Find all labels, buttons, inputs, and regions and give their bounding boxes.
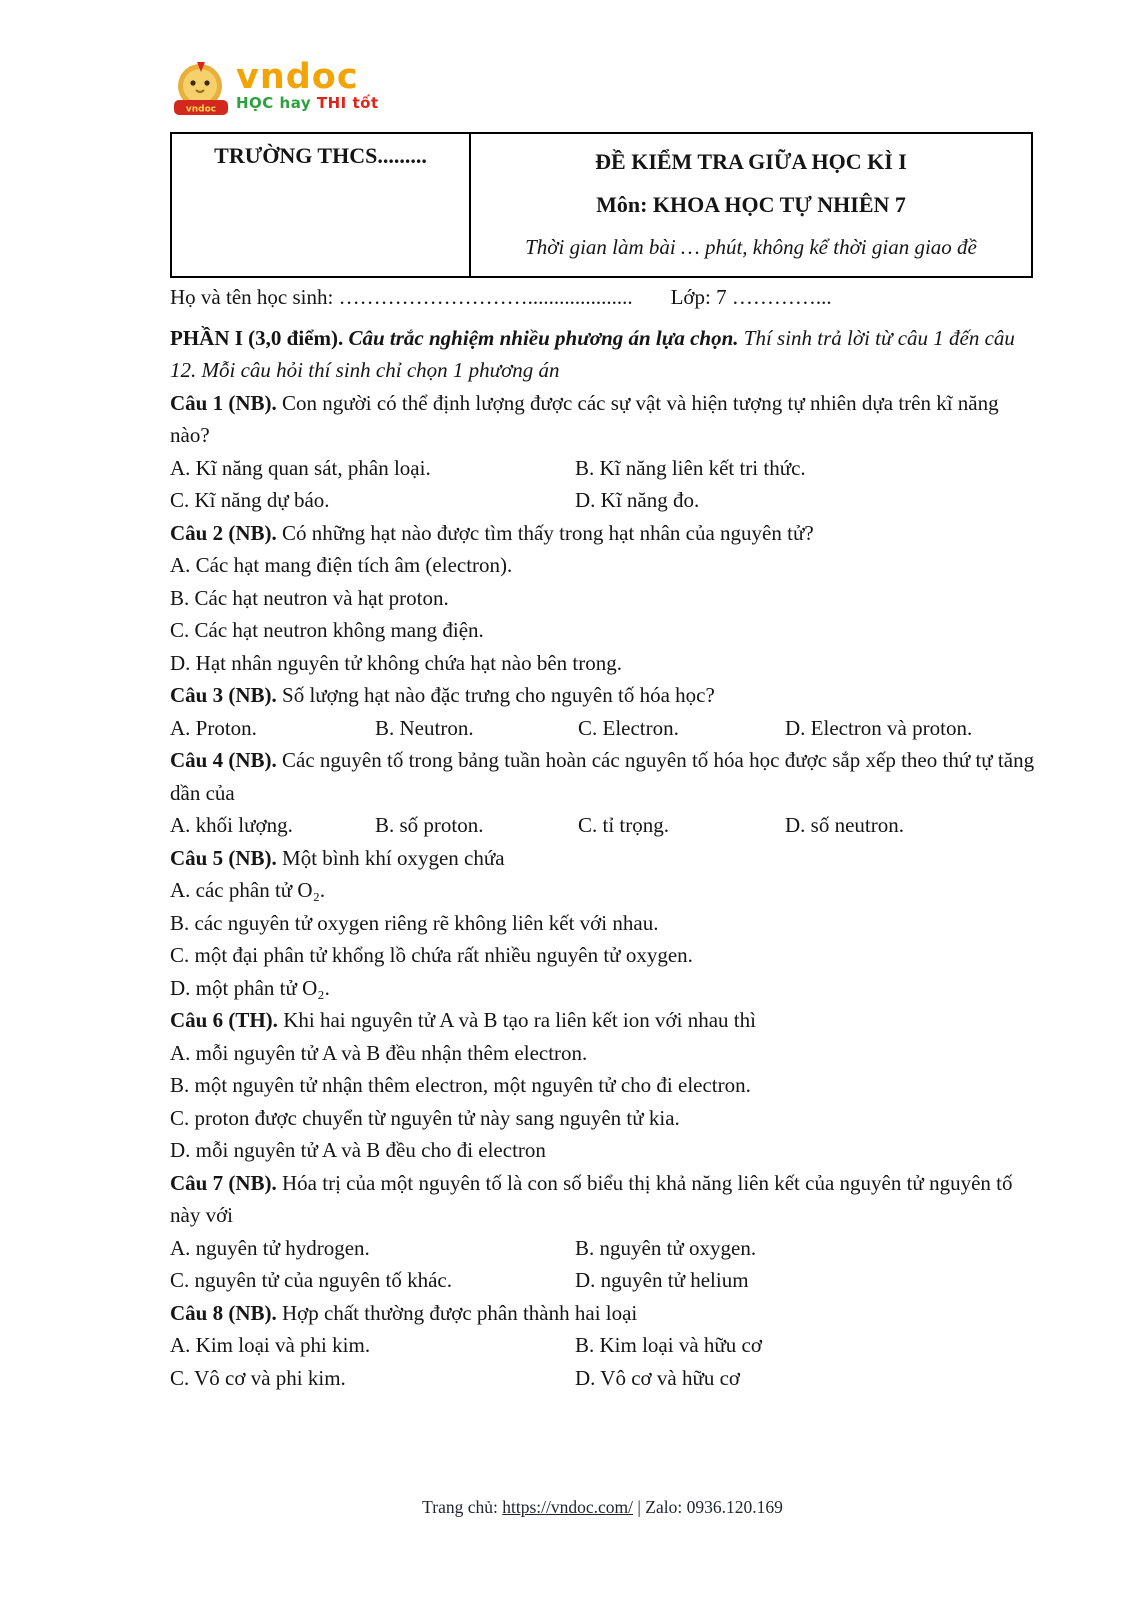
question-label: Câu 6 (TH). xyxy=(170,1008,278,1032)
question-text: Hợp chất thường được phân thành hai loại xyxy=(282,1300,638,1325)
question-3-options xyxy=(170,712,1035,745)
vndoc-wordmark: vndoc xyxy=(236,57,359,97)
student-name-dots: ……………………….................... xyxy=(338,285,633,309)
option-b: B. các nguyên tử oxygen riêng rẽ không liên kết với nhau. xyxy=(170,910,659,935)
question-7 xyxy=(170,1167,1035,1297)
part1-label: PHẦN I (3,0 điểm). xyxy=(170,325,344,350)
page-content xyxy=(170,57,1035,1394)
question-text: Các nguyên tố trong bảng tuần hoàn các nguyên tố hóa học được sắp xếp theo thứ tự tăng dần của xyxy=(170,748,1035,805)
footer-home-link[interactable]: https://vndoc.com/ xyxy=(502,1497,633,1517)
question-text: Số lượng hạt nào đặc trưng cho nguyên tố hóa học? xyxy=(282,683,715,707)
exam-title: ĐỀ KIỂM TRA GIỮA HỌC KÌ I xyxy=(595,149,907,174)
option-b: B. Neutron. xyxy=(375,715,474,740)
option-c: C. tỉ trọng. xyxy=(578,813,670,837)
option-c: C. Kĩ năng dự báo. xyxy=(170,488,330,512)
option-d: D. Hạt nhân nguyên tử không chứa hạt nào bên trong. xyxy=(170,650,622,675)
question-label: Câu 2 (NB). xyxy=(170,520,277,545)
option-d: D. một phân tử O₂. xyxy=(170,975,330,1000)
question-3 xyxy=(170,679,1035,744)
option-d: D. Kĩ năng đo. xyxy=(575,488,700,512)
question-6-options xyxy=(170,1037,1035,1167)
option-b: B. số proton. xyxy=(375,813,484,837)
question-label: Câu 7 (NB). xyxy=(170,1170,277,1195)
question-text: Con người có thể định lượng được các sự vật và hiện tượng tự nhiên dựa trên kĩ năng nào? xyxy=(170,390,999,447)
exam-subject: Môn: KHOA HỌC TỰ NHIÊN 7 xyxy=(596,192,906,217)
option-c: C. nguyên tử của nguyên tố khác. xyxy=(170,1268,452,1292)
option-a: A. khối lượng. xyxy=(170,813,293,837)
exam-time-note: Thời gian làm bài … phút, không kể thời gian giao đề xyxy=(525,235,977,259)
footer-separator: | xyxy=(637,1497,641,1517)
option-c: C. Vô cơ và phi kim. xyxy=(170,1365,346,1390)
question-text: Có những hạt nào được tìm thấy trong hạt nhân của nguyên tử? xyxy=(282,520,814,545)
option-c: C. một đại phân tử khổng lồ chứa rất nhiều nguyên tử oxygen. xyxy=(170,943,693,967)
option-a: A. các phân tử O₂. xyxy=(170,878,326,902)
option-c: C. proton được chuyển từ nguyên tử này sang nguyên tử kia. xyxy=(170,1105,680,1130)
option-a: A. Kĩ năng quan sát, phân loại. xyxy=(170,455,431,480)
question-2 xyxy=(170,517,1035,680)
option-d: D. số neutron. xyxy=(785,813,904,837)
student-info-line xyxy=(170,281,1035,314)
class-dots: …………... xyxy=(731,285,832,309)
question-5 xyxy=(170,842,1035,1005)
option-a: A. nguyên tử hydrogen. xyxy=(170,1235,370,1260)
tagline-red: THI tốt xyxy=(316,94,379,112)
option-b: B. Kim loại và hữu cơ xyxy=(575,1333,762,1357)
question-4-options xyxy=(170,809,1035,842)
question-7-options xyxy=(170,1232,1035,1297)
option-b: B. Kĩ năng liên kết tri thức. xyxy=(575,455,806,480)
part1-heading xyxy=(170,322,1035,387)
exam-info-cell xyxy=(471,134,1031,276)
option-a: A. Proton. xyxy=(170,715,257,740)
question-4 xyxy=(170,744,1035,842)
question-1-options xyxy=(170,452,1035,517)
question-2-options xyxy=(170,549,1035,679)
option-c: C. Electron. xyxy=(578,715,679,740)
option-b: B. một nguyên tử nhận thêm electron, một nguyên tử cho đi electron. xyxy=(170,1073,751,1097)
option-c: C. Các hạt neutron không mang điện. xyxy=(170,618,484,642)
question-label: Câu 5 (NB). xyxy=(170,845,277,870)
vndoc-mascot-icon xyxy=(170,60,232,120)
student-name-label: Họ và tên học sinh: xyxy=(170,285,334,309)
question-8 xyxy=(170,1297,1035,1395)
option-d: D. Electron và proton. xyxy=(785,715,973,740)
logo-tagline xyxy=(236,94,379,112)
question-label: Câu 8 (NB). xyxy=(170,1300,277,1325)
option-d: D. Vô cơ và hữu cơ xyxy=(575,1365,741,1390)
option-b: B. Các hạt neutron và hạt proton. xyxy=(170,585,449,610)
footer-zalo: Zalo: 0936.120.169 xyxy=(645,1497,783,1517)
question-text: Hóa trị của một nguyên tố là con số biểu thị khả năng liên kết của nguyên tử nguyên tố này với xyxy=(170,1170,1013,1227)
question-6 xyxy=(170,1004,1035,1167)
option-a: A. mỗi nguyên tử A và B đều nhận thêm electron. xyxy=(170,1040,588,1065)
question-label: Câu 1 (NB). xyxy=(170,390,277,415)
option-a: A. Kim loại và phi kim. xyxy=(170,1333,371,1357)
exam-header-table xyxy=(170,132,1033,278)
option-b: B. nguyên tử oxygen. xyxy=(575,1235,757,1260)
option-d: D. mỗi nguyên tử A và B đều cho đi electron xyxy=(170,1138,546,1162)
option-a: A. Các hạt mang điện tích âm (electron). xyxy=(170,553,513,577)
question-5-options xyxy=(170,874,1035,1004)
logo-text xyxy=(236,57,379,112)
question-label: Câu 4 (NB). xyxy=(170,748,277,772)
option-d: D. nguyên tử helium xyxy=(575,1268,749,1292)
question-label: Câu 3 (NB). xyxy=(170,683,277,707)
vndoc-logo xyxy=(170,57,1035,120)
part1-instruction: Thí sinh trả lời từ câu 1 đến câu 12. Mỗi câu hỏi thí sinh chỉ chọn 1 phương án xyxy=(170,325,1015,382)
question-text: Khi hai nguyên tử A và B tạo ra liên kết ion với nhau thì xyxy=(283,1008,756,1032)
tagline-green: HỌC hay xyxy=(236,94,312,112)
part1-subtitle: Câu trắc nghiệm nhiều phương án lựa chọn. xyxy=(348,325,739,350)
mascot-banner-text: vndoc xyxy=(185,104,217,115)
page-footer xyxy=(170,1497,1035,1518)
question-text: Một bình khí oxygen chứa xyxy=(282,845,505,870)
question-1 xyxy=(170,387,1035,517)
school-name-cell: TRƯỜNG THCS......... xyxy=(172,134,471,276)
class-label: Lớp: 7 xyxy=(670,285,727,309)
question-8-options xyxy=(170,1329,1035,1394)
footer-home-label: Trang chủ: xyxy=(422,1497,498,1517)
